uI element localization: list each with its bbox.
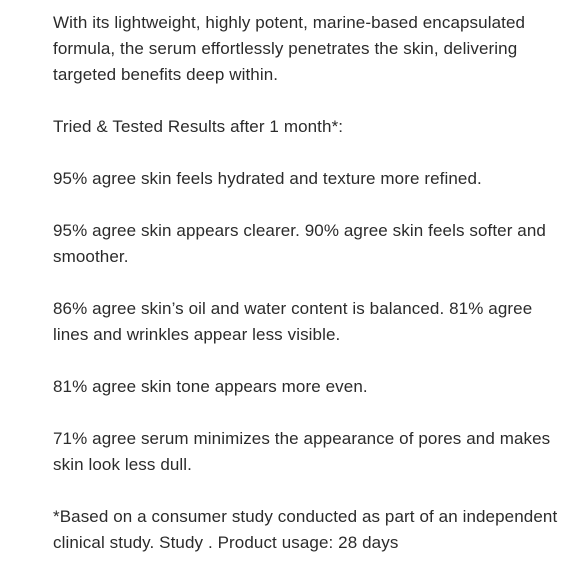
- intro-paragraph: With its lightweight, highly potent, marine-based encapsulated formula, the serum effortlessly penetrates the skin, delivering targeted benefits deep within.: [53, 13, 526, 84]
- footnote: *Based on a consumer study conducted as part of an independent clinical study. Study . Product usage: 28 days: [53, 507, 558, 552]
- result-item: 95% agree skin appears clearer. 90% agree skin feels softer and smoother.: [53, 221, 546, 266]
- result-item: 81% agree skin tone appears more even.: [53, 377, 368, 396]
- product-description: [53, 10, 558, 556]
- result-item: 86% agree skin’s oil and water content is balanced. 81% agree lines and wrinkles appear less visible.: [53, 299, 533, 344]
- results-heading: Tried & Tested Results after 1 month*:: [53, 117, 344, 136]
- result-item: 95% agree skin feels hydrated and texture more refined.: [53, 169, 482, 188]
- result-item: 71% agree serum minimizes the appearance of pores and makes skin look less dull.: [53, 429, 551, 474]
